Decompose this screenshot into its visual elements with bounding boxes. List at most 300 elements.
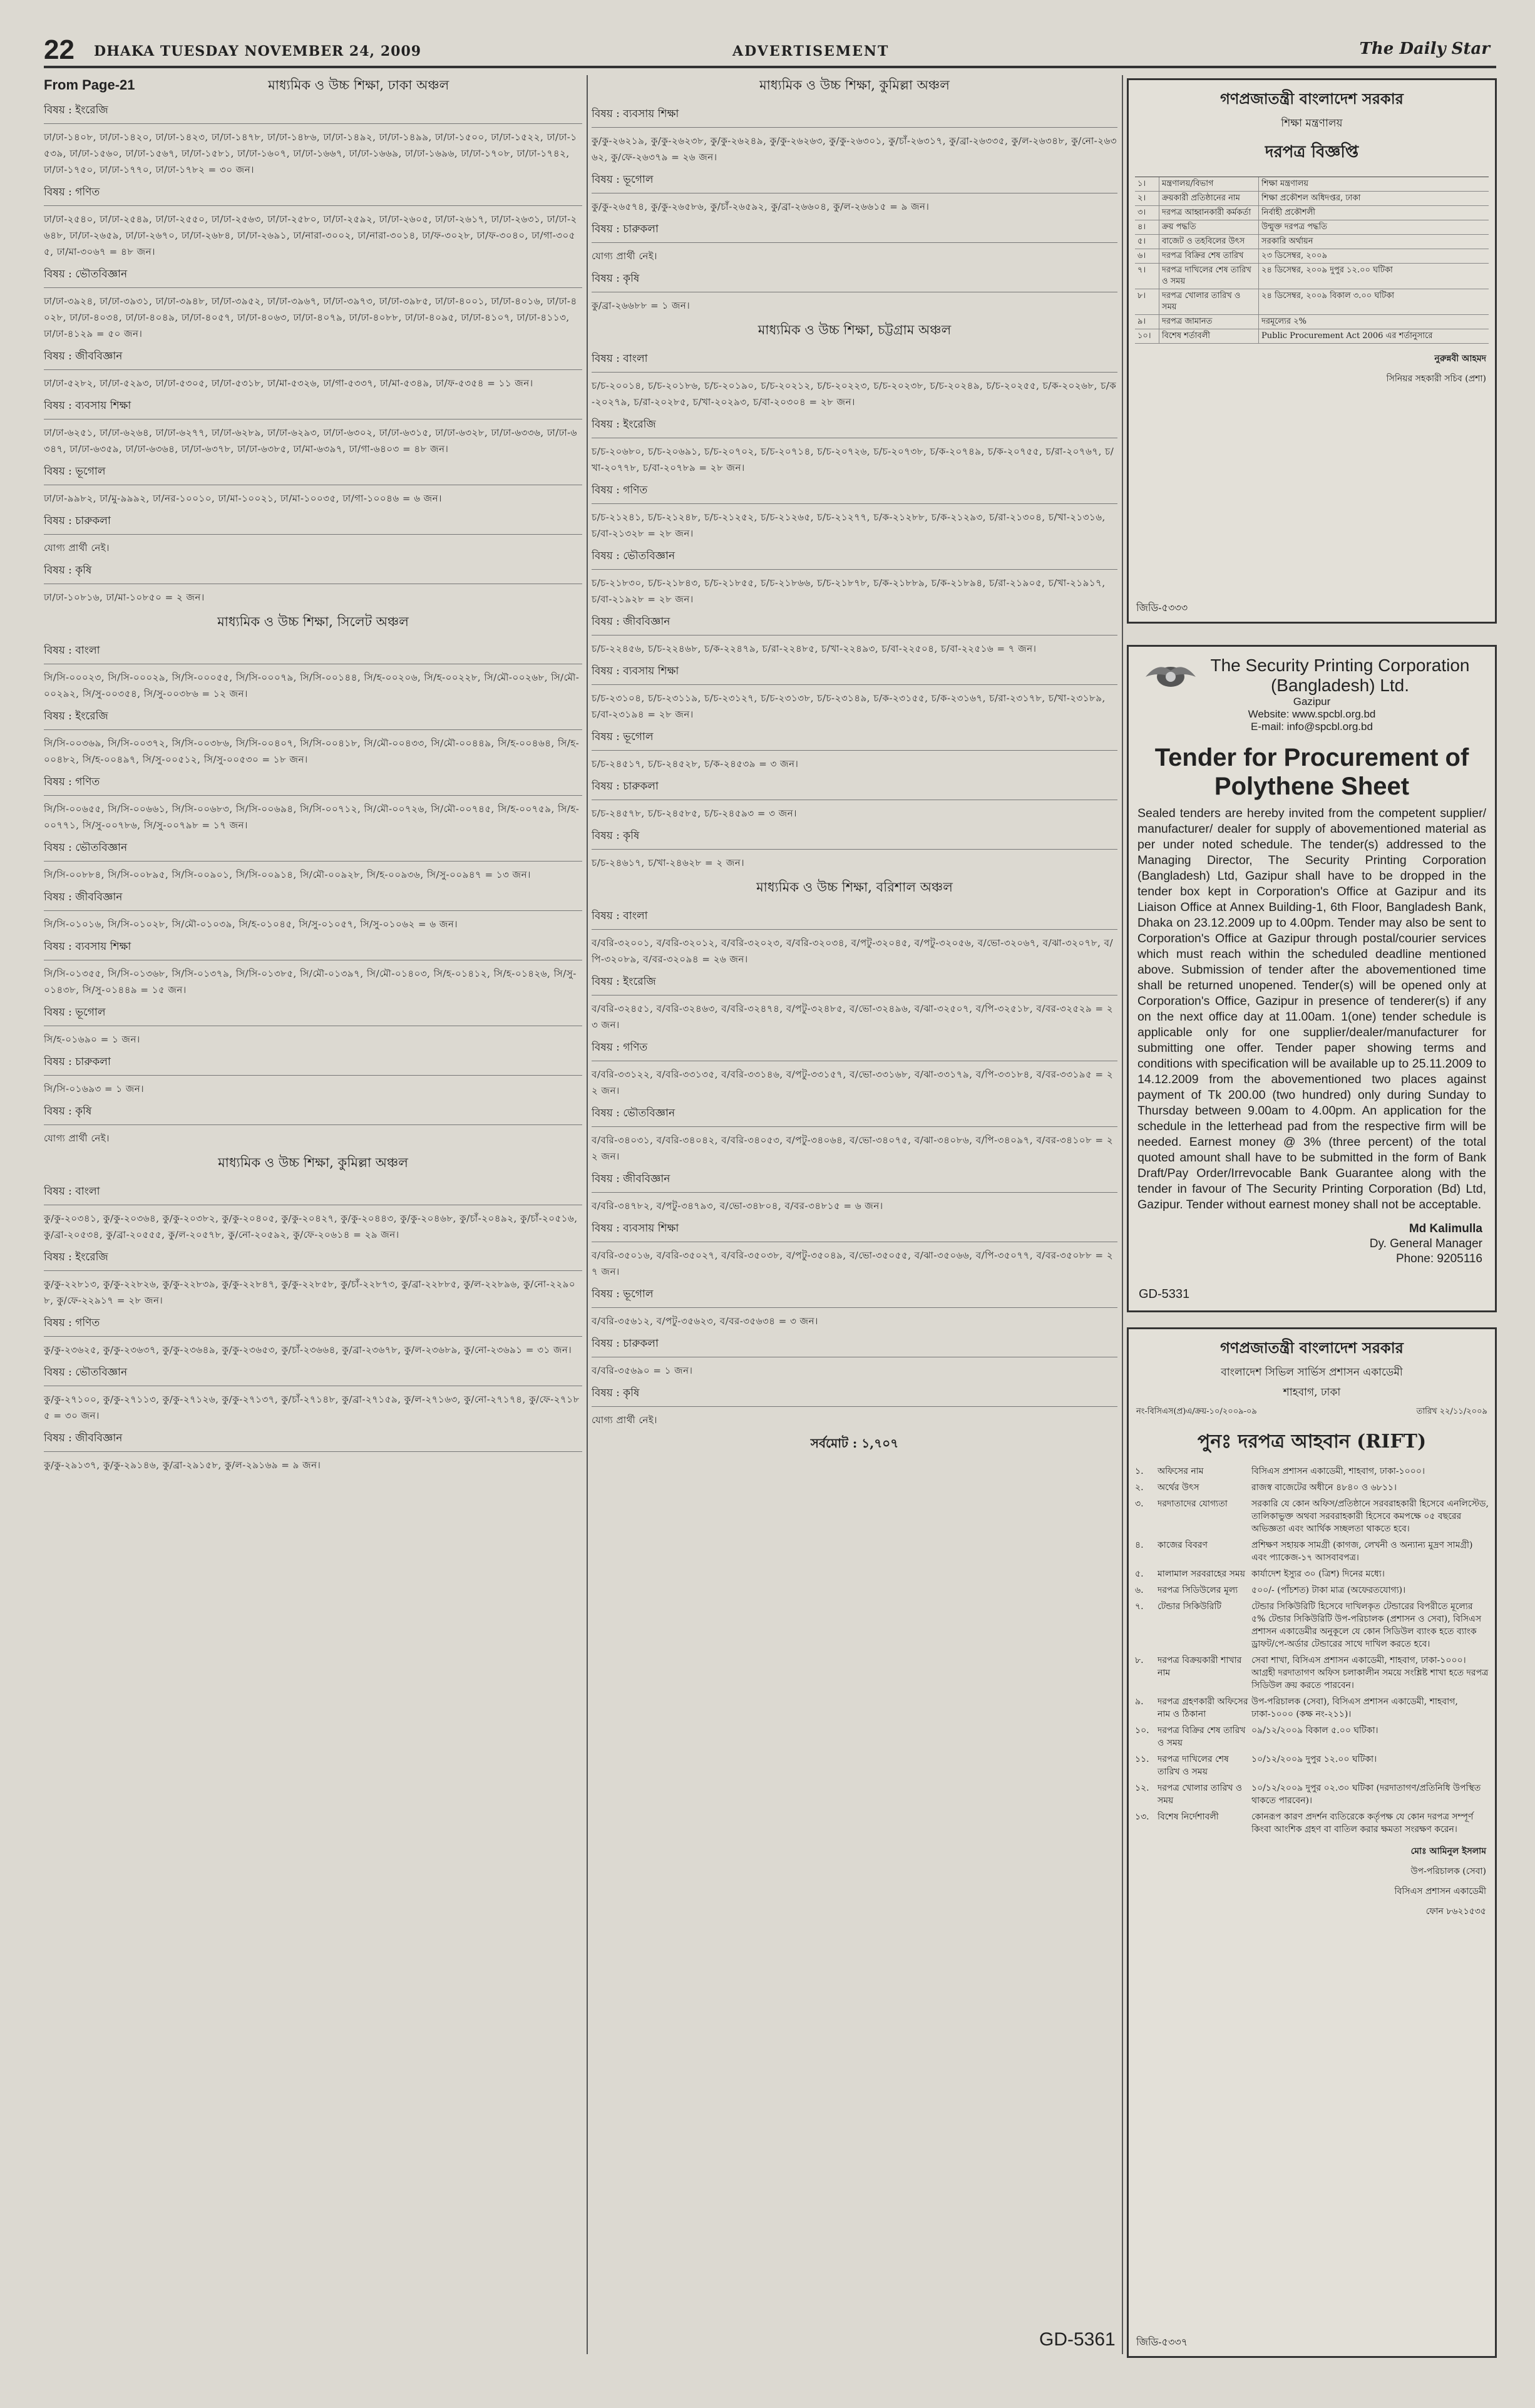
table-cell: ৬। xyxy=(1135,249,1159,263)
ad-signer-title: Dy. General Manager xyxy=(1369,1237,1482,1250)
column-2 xyxy=(592,75,1117,1455)
roll-numbers: ঢা/ঢা-১০৮১৬, ঢা/মা-১০৮৫০ = ২ জন। xyxy=(44,592,205,603)
subject-label: বিষয় : ভৌতবিজ্ঞান xyxy=(44,1366,128,1379)
table-cell: অর্থের উৎস xyxy=(1158,1483,1199,1493)
subject-block xyxy=(592,1220,1117,1280)
table-cell: বাজেট ও তহবিলের উৎস xyxy=(1159,235,1259,249)
subject-label: বিষয় : চারুকলা xyxy=(592,1337,659,1350)
table-cell: ১০. xyxy=(1135,1726,1149,1736)
table-cell: দরপত্র বিক্রির শেষ তারিখ ও সময় xyxy=(1158,1726,1246,1748)
table-cell: উপ-পরিচালক (সেবা), বিসিএস প্রশাসন একাডেমী, শাহবাগ, ঢাকা-১০০০ (কক্ষ নং-২১১)। xyxy=(1251,1697,1458,1719)
subject-label: বিষয় : ভৌতবিজ্ঞান xyxy=(44,841,128,854)
ad-signer-phone: ফোন ৮৬২১৫৩৫ xyxy=(1425,1906,1486,1917)
column-divider xyxy=(1122,75,1123,2354)
subject-label: বিষয় : ব্যবসায় শিক্ষা xyxy=(592,108,679,120)
subject-block xyxy=(44,708,582,768)
table-cell: ৯। xyxy=(1135,315,1159,329)
table-row xyxy=(1135,289,1489,315)
roll-numbers: ঢা/ঢা-৩৯২৪, ঢা/ঢা-৩৯৩১, ঢা/ঢা-৩৯৪৮, ঢা/ঢা-৩৯৫২, ঢা/ঢা-৩৯৬৭, ঢা/ঢা-৩৯৭৩, ঢা/ঢা-৩৯৮৫, ঢা/ঢা-৪০০১, ঢা/ঢা-৪০১৬, ঢা/ঢা-৪০২৮, ঢা/ঢা-৪০৩৪, ঢা/ঢা-৪০৪৯, ঢা/ঢা-৪০৫৭, ঢা/ঢা-৪০৬৩, ঢা/ঢা-৪০৭৯, ঢা/ঢা-৪০৮৮, ঢা/ঢা-৪০৯৫, ঢা/ঢা-৪১০৭, ঢা/ঢা-৪১১৩, ঢা/ঢা-৪১২৯ = ৫০ জন। xyxy=(44,296,577,339)
roll-numbers: সি/সি-০০৩৬৯, সি/সি-০০৩৭২, সি/সি-০০৩৮৬, সি/সি-০০৪০৭, সি/সি-০০৪১৮, সি/মৌ-০০৪৩৩, সি/মৌ-০০৪৪৯, সি/হ-০০৪৬৪, সি/হ-০০৪৮২, সি/হ-০০৪৯৭, সি/সু-০০৫১২, সি/সু-০০৫৩০ = ১৮ জন। xyxy=(44,738,580,765)
subject-label: বিষয় : ভৌতবিজ্ঞান xyxy=(592,550,675,562)
table-row xyxy=(1129,1566,1495,1582)
roll-numbers: যোগ্য প্রার্থী নেই। xyxy=(44,542,110,553)
roll-numbers: ব/বরি-৩৫৬৯০ = ১ জন। xyxy=(592,1365,693,1376)
table-cell: বিশেষ শর্তাবলী xyxy=(1159,329,1259,343)
roll-numbers: কু/কু-২৯১৩৭, কু/কু-২৯১৪৬, কু/ব্রা-২৯১৫৮, কু/ল-২৯১৬৯ = ৯ জন। xyxy=(44,1459,321,1471)
table-row xyxy=(1135,264,1489,289)
table-cell: ৪. xyxy=(1135,1540,1144,1550)
roll-numbers: কু/কু-২৩৬২৫, কু/কু-২৩৬৩৭, কু/কু-২৩৬৪৯, কু/কু-২৩৬৫৩, কু/চাঁ-২৩৬৬৪, কু/ব্রা-২৩৬৭৮, কু/ল-২৩৬৮৯, কু/নো-২৩৬৯১ = ৩১ জন। xyxy=(44,1344,572,1356)
subject-block xyxy=(44,1430,582,1473)
rift-table xyxy=(1129,1463,1495,1838)
divider xyxy=(44,1336,582,1337)
subject-block xyxy=(592,416,1117,476)
subject-block xyxy=(44,398,582,457)
subject-label: বিষয় : ভূগোল xyxy=(592,1288,654,1300)
subject-block xyxy=(592,729,1117,772)
table-cell: ৩. xyxy=(1135,1499,1144,1509)
paper-logo: The Daily Star xyxy=(1359,39,1490,58)
roll-numbers: সি/সি-০১০১৬, সি/সি-০১০২৮, সি/মৌ-০১০৩৯, সি/হ-০১০৪৫, সি/সু-০১০৫৭, সি/সু-০১০৬২ = ৬ জন। xyxy=(44,918,458,930)
table-cell: রাজস্ব বাজেটের অধীনে ৪৮৪০ ও ৬৮১১। xyxy=(1251,1483,1397,1493)
table-cell: ৭. xyxy=(1135,1602,1144,1612)
subject-label: বিষয় : জীববিজ্ঞান xyxy=(592,615,670,628)
roll-numbers: ঢা/ঢা-৬২৫১, ঢা/ঢা-৬২৬৪, ঢা/ঢা-৬২৭৭, ঢা/ঢা-৬২৮৯, ঢা/ঢা-৬২৯৩, ঢা/ঢা-৬৩০২, ঢা/ঢা-৬৩১৫, ঢা/ঢা-৬৩২৮, ঢা/ঢা-৬৩৩৬, ঢা/ঢা-৬৩৪৭, ঢা/ঢা-৬৩৫৯, ঢা/ঢা-৬৩৬৪, ঢা/ঢা-৬৩৭৮, ঢা/ঢা-৬৩৮৫, ঢা/মা-৬৩৯৭, ঢা/গা-৬৪০৩ = ৪৮ জন। xyxy=(44,427,577,455)
table-cell: ৫। xyxy=(1135,235,1159,249)
subject-label: বিষয় : ভৌতবিজ্ঞান xyxy=(592,1107,675,1119)
table-cell: শিক্ষা মন্ত্রণালয় xyxy=(1261,179,1309,188)
ad-code: GD-5361 xyxy=(1039,2329,1116,2350)
roll-numbers: সি/সি-০০০২৩, সি/সি-০০০২৯, সি/সি-০০০৫৫, সি/সি-০০০৭৯, সি/সি-০০১৪৪, সি/হ-০০২০৬, সি/হ-০০২২৮, সি/মৌ-০০২৬৮, সি/মৌ-০০২৯২, সি/সু-০০৩৫৪, সি/সু-০০৩৮৬ = ১২ জন। xyxy=(44,672,580,699)
table-cell: সেবা শাখা, বিসিএস প্রশাসন একাডেমী, শাহবাগ, ঢাকা-১০০০। আগ্রহী দরদাতাগণ অফিস চলাকালীন সময়ে সংশ্লিষ্ট শাখা হতে দরপত্র সিডিউল ক্রয় করতে পারবেন। xyxy=(1251,1655,1489,1690)
spcbl-tender-ad xyxy=(1127,645,1497,1312)
subject-block xyxy=(44,1004,582,1047)
subject-label: বিষয় : কৃষি xyxy=(592,272,640,285)
roll-numbers: সি/সি-০০৬৫৫, সি/সি-০০৬৬১, সি/সি-০০৬৮৩, সি/সি-০০৬৯৪, সি/সি-০০৭১২, সি/মৌ-০০৭২৬, সি/মৌ-০০৭৪৫, সি/হ-০০৭৫৯, সি/হ-০০৭৭১, সি/সু-০০৭৮৬, সি/সু-০০৭৯৮ = ১৭ জন। xyxy=(44,803,580,831)
table-cell: কোনরূপ কারণ প্রদর্শন ব্যতিরেকে কর্তৃপক্ষ যে কোন দরপত্র সম্পূর্ণ কিংবা আংশিক গ্রহণ বা বাতিল করার ক্ষমতা সংরক্ষণ করেন। xyxy=(1251,1812,1474,1834)
subject-label: বিষয় : ভূগোল xyxy=(592,731,654,743)
table-row xyxy=(1129,1780,1495,1809)
table-cell: ১০। xyxy=(1135,329,1159,343)
grand-total: সর্বমোট : ১,৭০৭ xyxy=(810,1436,899,1451)
subject-label: বিষয় : বাংলা xyxy=(592,352,648,365)
subject-label: বিষয় : চারুকলা xyxy=(44,1056,111,1068)
ad-title: দরপত্র বিজ্ঞপ্তি xyxy=(1265,143,1359,162)
table-cell: ২৪ ডিসেম্বর, ২০০৯ বিকাল ৩.০০ ঘটিকা xyxy=(1261,291,1395,301)
subject-label: বিষয় : ব্যবসায় শিক্ষা xyxy=(44,399,131,412)
roll-numbers: সি/সি-০১৩৫৫, সি/সি-০১৩৬৮, সি/সি-০১৩৭৯, সি/সি-০১৩৮৫, সি/মৌ-০১৩৯৭, সি/মৌ-০১৪০৩, সি/হ-০১৪১২, সি/হ-০১৪২৬, সি/সু-০১৪৩৮, সি/সু-০১৪৪৯ = ১৫ জন। xyxy=(44,968,577,996)
table-cell: Public Procurement Act 2006 এর শর্তানুসারে xyxy=(1261,331,1433,341)
table-cell: দরপত্র দাখিলের শেষ তারিখ ও সময় xyxy=(1158,1754,1229,1777)
roll-numbers: চ/চ-২৪৬১৭, চ/খা-২৪৬২৮ = ২ জন। xyxy=(592,857,745,868)
roll-numbers: চ/চ-২২৪৫৬, চ/চ-২২৪৬৮, চ/ক-২২৪৭৯, চ/রা-২২৪৮৫, চ/খা-২২৪৯৩, চ/বা-২২৫০৪, চ/বা-২২৫১৬ = ৭ জন। xyxy=(592,643,1037,654)
table-row xyxy=(1129,1479,1495,1496)
table-cell: সরকারি অর্থায়ন xyxy=(1261,237,1313,246)
section-title: মাধ্যমিক ও উচ্চ শিক্ষা, কুমিল্লা অঞ্চল xyxy=(218,1155,408,1170)
subject-label: বিষয় : জীববিজ্ঞান xyxy=(44,891,123,903)
table-cell: দরপত্র খোলার তারিখ ও সময় xyxy=(1158,1783,1243,1806)
table-cell: দরপত্র জামানত xyxy=(1159,315,1259,329)
divider xyxy=(592,1192,1117,1193)
roll-numbers: সি/সি-০১৬৯৩ = ১ জন। xyxy=(44,1083,145,1094)
ad-code: জিডি-৫৩৩৩ xyxy=(1136,603,1188,614)
ad-signer: নুরুন্নবী আহমদ xyxy=(1434,354,1486,364)
table-cell: বিসিএস প্রশাসন একাডেমী, শাহবাগ, ঢাকা-১০০০। xyxy=(1251,1466,1425,1476)
divider xyxy=(44,1124,582,1125)
divider xyxy=(44,369,582,370)
table-row xyxy=(1135,220,1489,235)
table-cell: ৯. xyxy=(1135,1697,1144,1707)
subject-label: বিষয় : বাংলা xyxy=(44,644,100,657)
divider xyxy=(592,684,1117,685)
column-divider xyxy=(587,75,588,2354)
ad-signer-title: সিনিয়র সহকারী সচিব (প্রশা) xyxy=(1386,374,1486,384)
table-cell: ১. xyxy=(1135,1466,1144,1476)
table-cell: ৭। xyxy=(1135,264,1159,289)
roll-numbers: কু/কু-২৬২১৯, কু/কু-২৬২৩৮, কু/কু-২৬২৪৯, কু/কু-২৬২৬৩, কু/কু-২৬৩০১, কু/চাঁ-২৬৩১৭, কু/ব্রা-২৬৩৩৫, কু/ল-২৬৩৪৮, কু/নো-২৬৩৬২, কু/ফে-২৬৩৭৯ = ২৬ জন। xyxy=(592,135,1117,163)
roll-numbers: চ/চ-২৪৫৭৮, চ/চ-২৪৫৮৫, চ/চ-২৪৫৯৩ = ৩ জন। xyxy=(592,808,797,819)
ad-phone: Phone: 9205116 xyxy=(1395,1252,1482,1265)
divider xyxy=(592,503,1117,504)
roll-numbers: কু/ব্রা-২৬৬৮৮ = ১ জন। xyxy=(592,300,690,311)
roll-numbers: কু/কু-২০৩৪১, কু/কু-২০৩৬৪, কু/কু-২০৩৮২, কু/কু-২০৪০৫, কু/কু-২০৪২৭, কু/কু-২০৪৪৩, কু/কু-২০৪৬৮, কু/চাঁ-২০৪৯২, কু/চাঁ-২০৫১৬, কু/ব্রা-২০৫৩৪, কু/ব্রা-২০৫৫৫, কু/ল-২০৫৭৮, কু/নো-২০৫৯২, কু/ফে-২০৬১৪ = ২৯ জন। xyxy=(44,1213,578,1240)
subject-block xyxy=(592,1385,1117,1428)
ad-signer-org: বিসিএস প্রশাসন একাডেমী xyxy=(1394,1886,1486,1896)
subject-block xyxy=(592,172,1117,215)
table-cell: দরপত্র সিডিউলের মূল্য xyxy=(1158,1585,1238,1595)
subject-block xyxy=(44,642,582,702)
ad-ref: নং-বিসিএস(প্র)এ/ক্রয়-১০/২০০৯-০৯ xyxy=(1136,1407,1257,1416)
subject-block xyxy=(592,974,1117,1033)
result-list xyxy=(44,1183,582,1473)
table-row xyxy=(1135,329,1489,344)
section-title: মাধ্যমিক ও উচ্চ শিক্ষা, কুমিল্লা অঞ্চল xyxy=(759,78,950,93)
subject-label: বিষয় : ইংরেজি xyxy=(44,104,108,116)
divider xyxy=(592,995,1117,996)
ad-heading: গণপ্রজাতন্ত্রী বাংলাদেশ সরকার xyxy=(1220,1339,1404,1357)
table-cell: প্রশিক্ষণ সহায়ক সামগ্রী (কাগজ, লেখনী ও অন্যান্য মুদ্রণ সামগ্রী) এবং প্যাকেজ-১৭ আসবাবপত্র। xyxy=(1251,1540,1473,1563)
table-cell: ১। xyxy=(1135,177,1159,191)
table-cell: বিশেষ নির্দেশাবলী xyxy=(1158,1812,1219,1822)
subject-block xyxy=(592,908,1117,967)
table-cell: ক্রয়কারী প্রতিষ্ঠানের নাম xyxy=(1159,192,1259,205)
table-row xyxy=(1129,1496,1495,1537)
table-cell: দরপত্র খোলার তারিখ ও সময় xyxy=(1159,289,1259,314)
subject-block xyxy=(44,1315,582,1358)
section-label: ADVERTISEMENT xyxy=(732,43,890,59)
subject-block xyxy=(44,1103,582,1146)
table-cell: অফিসের নাম xyxy=(1158,1466,1204,1476)
roll-numbers: চ/চ-২৩১০৪, চ/চ-২৩১১৯, চ/চ-২৩১২৭, চ/চ-২৩১৩৮, চ/চ-২৩১৪৯, চ/ক-২৩১৫৫, চ/ক-২৩১৬৭, চ/রা-২৩১৭৮, চ/খা-২৩১৮৯, চ/বা-২৩১৯৪ = ২৮ জন। xyxy=(592,692,1106,720)
roll-numbers: যোগ্য প্রার্থী নেই। xyxy=(592,250,658,262)
table-row xyxy=(1129,1652,1495,1694)
table-cell: দরপত্র বিক্রির শেষ তারিখ xyxy=(1159,249,1259,263)
subject-label: বিষয় : ব্যবসায় শিক্ষা xyxy=(44,940,131,953)
roll-numbers: ব/বরি-৩৫৬১২, ব/পটু-৩৫৬২৩, ব/বর-৩৫৬৩৪ = ৩ জন। xyxy=(592,1315,818,1327)
table-cell: মালামাল সরবরাহের সময় xyxy=(1158,1569,1245,1579)
divider xyxy=(592,1126,1117,1127)
company-website[interactable]: Website: www.spcbl.org.bd xyxy=(1248,708,1376,720)
subject-block xyxy=(592,663,1117,723)
table-cell: নির্বাহী প্রকৌশলী xyxy=(1261,208,1316,217)
column-1 xyxy=(44,75,582,1479)
table-cell: দরপত্র আহ্বানকারী কর্মকর্তা xyxy=(1159,206,1259,220)
roll-numbers: ব/বরি-৩৩১২২, ব/বরি-৩৩১৩৫, ব/বরি-৩৩১৪৬, ব/পটু-৩৩১৫৭, ব/ভো-৩৩১৬৮, ব/ঝা-৩৩১৭৯, ব/পি-৩৩১৮৪, ব/বর-৩৩১৯৫ = ২২ জন। xyxy=(592,1069,1114,1096)
tender-title: Tender for Procurement of Polythene Sheet xyxy=(1154,744,1469,800)
subject-label: বিষয় : ইংরেজি xyxy=(44,710,108,723)
subject-label: বিষয় : ভূগোল xyxy=(592,173,654,186)
page-number: 22 xyxy=(44,34,74,65)
subject-block xyxy=(592,548,1117,607)
table-cell: দরমূল্যের ২% xyxy=(1261,317,1307,326)
subject-block xyxy=(592,106,1117,165)
table-cell: মন্ত্রণালয়/বিভাগ xyxy=(1159,177,1259,191)
subject-block xyxy=(592,1335,1117,1379)
table-cell: ৮। xyxy=(1135,289,1159,314)
table-row xyxy=(1129,1722,1495,1751)
company-location: Gazipur xyxy=(1293,696,1331,707)
ad-signer: Md Kalimulla xyxy=(1409,1222,1482,1235)
company-email[interactable]: E-mail: info@spcbl.org.bd xyxy=(1251,721,1373,733)
subject-label: বিষয় : গণিত xyxy=(44,186,100,198)
subject-block xyxy=(44,774,582,833)
ad-signer: মোঃ আমিনুল ইসলাম xyxy=(1410,1846,1486,1856)
subject-label: বিষয় : ইংরেজি xyxy=(44,1251,108,1263)
divider xyxy=(44,1270,582,1271)
subject-label: বিষয় : জীববিজ্ঞান xyxy=(44,350,123,363)
subject-block xyxy=(44,840,582,883)
divider xyxy=(592,750,1117,751)
subject-label: বিষয় : ইংরেজি xyxy=(592,418,656,431)
subject-label: বিষয় : জীববিজ্ঞান xyxy=(592,1173,670,1185)
subject-label: বিষয় : জীববিজ্ঞান xyxy=(44,1432,123,1444)
table-cell: শিক্ষা প্রকৌশল অধিদপ্তর, ঢাকা xyxy=(1261,193,1361,203)
subject-label: বিষয় : চারুকলা xyxy=(592,223,659,235)
divider xyxy=(592,242,1117,243)
subject-block xyxy=(592,1171,1117,1214)
roll-numbers: সি/সি-০০৮৮৪, সি/সি-০০৮৯৫, সি/সি-০০৯০১, সি/সি-০০৯১৪, সি/মৌ-০০৯২৮, সি/হ-০০৯৩৬, সি/সু-০০৯৪৭ = ১৩ জন। xyxy=(44,869,531,880)
subject-label: বিষয় : ব্যবসায় শিক্ষা xyxy=(592,665,679,677)
tender-body: Sealed tenders are hereby invited from the competent supplier/ manufacturer/ dealer for supply of abovementioned material as per under noted schedule. The tender(s) addressed to the Managing Director, The Security Printing Corporation (Bangladesh) Ltd, Gazipur shall have to be dropped in the tender box kept in Corporation's Office at Gazipur and its Liaison Office at Annex Building-1, 6th Floor, Bangladesh Bank, Dhaka on 23.12.2009 up to 4.00pm. Tender may also be sent to Corporation's Office at Gazipur through postal/courier services which must reach within the scheduled deadline mentioned above. Submission of tender after the abovementioned time shall be returned unopened. Tender(s) will be opened only at Corporation's Office, Gazipur in presence of tenderer(s) if any on the next office day at 11.00am. 1(one) tender schedule is applicable only for one supplier/dealer/manufacturer for submitting one offer. Tender paper showing terms and conditions with specification will be available up to 25.11.2009 to 14.12.2009 from the abovementioned two places against payment of Tk 200.00 (two hundred) only during Sunday to Thursday between 9.00am to 4.00pm. An application for the schedule in the letterhead pad from the respective firm will be needed. Earnest money @ 3% (three percent) of the total quoted amount shall have to be submitted in the form of Bank Draft/Pay Order/Irrevocable Bank Guarantee along with the tender in favour of The Security Printing Corporation (Bd) Ltd, Gazipur. Tender without earnest money shall not be acceptable. xyxy=(1137,806,1486,1212)
divider xyxy=(592,372,1117,373)
roll-numbers: ব/বরি-৩৪৭৮২, ব/পটু-৩৪৭৯৩, ব/ভো-৩৪৮০৪, ব/বর-৩৪৮১৫ = ৬ জন। xyxy=(592,1200,883,1212)
table-cell: দরপত্র গ্রহণকারী অফিসের নাম ও ঠিকানা xyxy=(1158,1697,1248,1719)
table-row xyxy=(1135,177,1489,192)
divider xyxy=(592,1307,1117,1308)
table-cell: দরপত্র দাখিলের শেষ তারিখ ও সময় xyxy=(1159,264,1259,289)
subject-label: বিষয় : কৃষি xyxy=(592,1387,640,1399)
table-row xyxy=(1129,1751,1495,1780)
divider xyxy=(44,795,582,796)
roll-numbers: চ/চ-২০০১৪, চ/চ-২০১৮৬, চ/চ-২০১৯০, চ/চ-২০২১২, চ/চ-২০২২৩, চ/চ-২০২৩৮, চ/চ-২০২৪৯, চ/চ-২০২৫৫, চ/ক-২০২৬৮, চ/ক-২০২৭৯, চ/রা-২০২৮৫, চ/খা-২০২৯৩, চ/বা-২০৩০৪ = ২৮ জন। xyxy=(592,380,1117,408)
divider xyxy=(592,569,1117,570)
subject-label: বিষয় : কৃষি xyxy=(44,564,92,577)
roll-numbers: যোগ্য প্রার্থী নেই। xyxy=(44,1133,110,1144)
subject-block xyxy=(44,348,582,391)
subject-label: বিষয় : ভূগোল xyxy=(44,465,106,478)
subject-block xyxy=(44,1183,582,1243)
subject-label: বিষয় : ভৌতবিজ্ঞান xyxy=(44,268,128,280)
subject-block xyxy=(592,1039,1117,1099)
result-list xyxy=(592,106,1117,314)
subject-block xyxy=(592,1286,1117,1329)
table-row xyxy=(1129,1694,1495,1722)
emblem-icon xyxy=(1142,658,1199,696)
ad-code: GD-5331 xyxy=(1139,1287,1190,1301)
subject-label: বিষয় : ব্যবসায় শিক্ষা xyxy=(592,1222,679,1235)
result-list xyxy=(592,908,1117,1428)
subject-block xyxy=(44,513,582,556)
roll-numbers: ঢা/ঢা-২৫৪০, ঢা/ঢা-২৫৪৯, ঢা/ঢা-২৫৫০, ঢা/ঢা-২৫৬৩, ঢা/ঢা-২৫৮০, ঢা/ঢা-২৫৯২, ঢা/ঢা-২৬০৫, ঢা/ঢা-২৬১৭, ঢা/ঢা-২৬৩১, ঢা/ঢা-২৬৪৮, ঢা/ঢা-২৬৫৯, ঢা/ঢা-২৬৭০, ঢা/ঢা-২৬৮৪, ঢা/ঢা-২৬৯১, ঢা/নারা-৩০০২, ঢা/নারা-৩০১৪, ঢা/ফ-৩০২৮, ঢা/ফ-৩০৪০, ঢা/গা-৩০৫৫, ঢা/মা-৩০৬৭ = ৪৮ জন। xyxy=(44,214,577,257)
roll-numbers: চ/চ-২৪৫১৭, চ/চ-২৪৫২৮, চ/ক-২৪৫৩৯ = ৩ জন। xyxy=(592,758,799,769)
table-cell: ২৩ ডিসেম্বর, ২০০৯ xyxy=(1261,251,1328,260)
divider xyxy=(44,287,582,288)
divider xyxy=(592,1406,1117,1407)
rift-tender-ad xyxy=(1127,1327,1497,2358)
subject-block xyxy=(592,1105,1117,1165)
divider xyxy=(592,929,1117,930)
section-title: মাধ্যমিক ও উচ্চ শিক্ষা, ঢাকা অঞ্চল xyxy=(268,78,449,93)
table-row xyxy=(1135,249,1489,264)
subject-label: বিষয় : গণিত xyxy=(44,776,100,788)
table-cell: ৫০০/- (পাঁচশত) টাকা মাত্র (অফেরতযোগ্য)। xyxy=(1251,1585,1406,1595)
tender-notice-ministry xyxy=(1127,78,1497,624)
company-name: The Security Printing Corporation (Bangladesh) Ltd. xyxy=(1210,656,1470,695)
table-row xyxy=(1135,235,1489,249)
ad-address: শাহবাগ, ঢাকা xyxy=(1283,1386,1341,1399)
divider xyxy=(44,861,582,862)
table-row xyxy=(1129,1582,1495,1598)
subject-label: বিষয় : বাংলা xyxy=(44,1185,100,1198)
result-list xyxy=(44,642,582,1146)
table-row xyxy=(1135,315,1489,329)
subject-block xyxy=(44,939,582,998)
result-list xyxy=(592,351,1117,871)
roll-numbers: ব/বরি-৩৫০১৬, ব/বরি-৩৫০২৭, ব/বরি-৩৫০৩৮, ব/পটু-৩৫০৪৯, ব/ভো-৩৫০৫৫, ব/ঝা-৩৫০৬৬, ব/পি-৩৫০৭৭, ব/বর-৩৫০৮৮ = ২৭ জন। xyxy=(592,1250,1114,1277)
subject-label: বিষয় : চারুকলা xyxy=(44,515,111,527)
table-cell: ৫. xyxy=(1135,1569,1144,1579)
subject-label: বিষয় : গণিত xyxy=(592,484,648,497)
subject-label: বিষয় : চারুকলা xyxy=(592,780,659,793)
ad-ministry: শিক্ষা মন্ত্রণালয় xyxy=(1281,117,1343,130)
divider xyxy=(44,729,582,730)
subject-block xyxy=(44,266,582,342)
table-cell: ক্রয় পদ্ধতি xyxy=(1159,220,1259,234)
divider xyxy=(592,127,1117,128)
ad-org: বাংলাদেশ সিভিল সার্ভিস প্রশাসন একাডেমী xyxy=(1221,1366,1403,1379)
roll-numbers: ঢা/ঢা-৫২৮২, ঢা/ঢা-৫২৯৩, ঢা/ঢা-৫৩০৫, ঢা/ঢা-৫৩১৮, ঢা/মা-৫৩২৬, ঢা/গা-৫৩৩৭, ঢা/মা-৫৩৪৯, ঢা/ফ-৫৩৫৪ = ১১ জন। xyxy=(44,378,533,389)
subject-block xyxy=(44,1364,582,1424)
notice-table xyxy=(1135,177,1489,344)
table-cell: ২. xyxy=(1135,1483,1144,1493)
table-cell: টেন্ডার সিকিউরিটি xyxy=(1158,1602,1221,1612)
subject-label: বিষয় : কৃষি xyxy=(592,830,640,842)
ad-ref-date: তারিখ ২২/১১/২০০৯ xyxy=(1416,1407,1487,1416)
table-row xyxy=(1135,206,1489,220)
section-title: মাধ্যমিক ও উচ্চ শিক্ষা, চট্টগ্রাম অঞ্চল xyxy=(757,322,952,337)
divider xyxy=(44,534,582,535)
table-row xyxy=(1129,1537,1495,1566)
table-cell: ৩। xyxy=(1135,206,1159,220)
table-cell: ২। xyxy=(1135,192,1159,205)
roll-numbers: সি/হ-০১৬৯০ = ১ জন। xyxy=(44,1034,140,1045)
divider xyxy=(44,123,582,124)
table-cell: কার্যাদেশ ইস্যুর ৩০ (ত্রিশ) দিনের মধ্যে। xyxy=(1251,1569,1385,1579)
subject-block xyxy=(44,1054,582,1097)
ad-title: পুনঃ দরপত্র আহবান (RIFT) xyxy=(1197,1431,1427,1453)
roll-numbers: কু/কু-২৭১০০, কু/কু-২৭১১৩, কু/কু-২৭১২৬, কু/কু-২৭১৩৭, কু/চাঁ-২৭১৪৮, কু/ব্রা-২৭১৫৯, কু/ল-২৭১৬৩, কু/নো-২৭১৭৪, কু/ফে-২৭১৮৫ = ৩০ জন। xyxy=(44,1394,580,1421)
table-row xyxy=(1129,1598,1495,1652)
roll-numbers: ব/বরি-৩৪০৩১, ব/বরি-৩৪০৪২, ব/বরি-৩৪০৫৩, ব/পটু-৩৪০৬৪, ব/ভো-৩৪০৭৫, ব/ঝা-৩৪০৮৬, ব/পি-৩৪০৯৭, ব/বর-৩৪১০৮ = ২২ জন। xyxy=(592,1135,1114,1162)
table-row xyxy=(1135,192,1489,206)
table-cell: ১০/১২/২০০৯ দুপুর ০২.৩০ ঘটিকা (দরদাতাগণ/প্রতিনিধি উপস্থিত থাকতে পারবেন)। xyxy=(1251,1783,1481,1806)
ad-signer-title: উপ-পরিচালক (সেবা) xyxy=(1410,1866,1486,1876)
table-cell: ০৯/১২/২০০৯ বিকাল ৫.০০ ঘটিকা। xyxy=(1251,1726,1378,1736)
table-row xyxy=(1129,1463,1495,1479)
date-line: DHAKA TUESDAY NOVEMBER 24, 2009 xyxy=(94,43,422,59)
subject-label: বিষয় : ভূগোল xyxy=(44,1006,106,1019)
table-cell: দরপত্র বিক্রয়কারী শাখার নাম xyxy=(1158,1655,1242,1678)
subject-block xyxy=(592,614,1117,657)
ad-heading: গণপ্রজাতন্ত্রী বাংলাদেশ সরকার xyxy=(1220,90,1404,108)
table-cell: কাজের বিবরণ xyxy=(1158,1540,1208,1550)
result-list xyxy=(44,102,582,605)
subject-label: বিষয় : বাংলা xyxy=(592,910,648,922)
divider xyxy=(44,1451,582,1452)
table-cell: ৬. xyxy=(1135,1585,1144,1595)
divider xyxy=(592,849,1117,850)
subject-block xyxy=(44,1249,582,1309)
subject-block xyxy=(592,778,1117,821)
divider xyxy=(44,910,582,911)
table-cell: টেন্ডার সিকিউরিটি হিসেবে দাখিলকৃত টেন্ডারের বিপরীতে মূল্যের ৫% টেন্ডার সিকিউরিটি উপ-পরিচালক (প্রশাসন ও সেবা), বিসিএস প্রশাসন একাডেমীর অনুকূলে যে কোন সিডিউল ব্যাংক হতে ব্যাংক ড্রাফট/পে-অর্ডার টেন্ডারের সাথে দাখিল করতে হবে। xyxy=(1251,1602,1482,1649)
section-title: মাধ্যমিক ও উচ্চ শিক্ষা, সিলেট অঞ্চল xyxy=(217,614,409,629)
subject-label: বিষয় : ইংরেজি xyxy=(592,975,656,988)
subject-label: বিষয় : গণিত xyxy=(592,1041,648,1054)
subject-block xyxy=(44,463,582,507)
table-cell: ৪। xyxy=(1135,220,1159,234)
roll-numbers: চ/চ-২০৬৮০, চ/চ-২০৬৯১, চ/চ-২০৭০২, চ/চ-২০৭১৪, চ/চ-২০৭২৬, চ/চ-২০৭৩৮, চ/ক-২০৭৪৯, চ/ক-২০৭৫৫, চ/রা-২০৭৬৭, চ/খা-২০৭৭৮, চ/বা-২০৭৮৯ = ২৮ জন। xyxy=(592,446,1114,473)
subject-block xyxy=(44,184,582,260)
divider xyxy=(44,205,582,206)
roll-numbers: যোগ্য প্রার্থী নেই। xyxy=(592,1414,658,1426)
roll-numbers: কু/কু-২৬৫৭৪, কু/কু-২৬৫৮৬, কু/চাঁ-২৬৫৯২, কু/ব্রা-২৬৬০৪, কু/ল-২৬৬১৫ = ৯ জন। xyxy=(592,201,930,212)
table-cell: সরকারি যে কোন অফিস/প্রতিষ্ঠানে সরবরাহকারী হিসেবে এনলিস্টেড, তালিকাভুক্ত অথবা সরবরাহকারী হিসেবে কমপক্ষে ০৫ বছরের অভিজ্ঞতা এবং আর্থিক সচ্ছলতা থাকতে হবে। xyxy=(1251,1499,1489,1534)
divider xyxy=(44,1075,582,1076)
subject-block xyxy=(44,102,582,178)
roll-numbers: ব/বরি-৩২০০১, ব/বরি-৩২০১২, ব/বরি-৩২০২৩, ব/বরি-৩২০৩৪, ব/পটু-৩২০৪৫, ব/পটু-৩২০৫৬, ব/ভো-৩২০৬৭, ব/ঝা-৩২০৭৮, ব/পি-৩২০৮৯, ব/বর-৩২০৯৪ = ২৬ জন। xyxy=(592,937,1114,965)
table-cell: ২৪ ডিসেম্বর, ২০০৯ দুপুর ১২.০০ ঘটিকা xyxy=(1261,265,1393,275)
table-cell: ১০/১২/২০০৯ দুপুর ১২.০০ ঘটিকা। xyxy=(1251,1754,1377,1764)
section-title: মাধ্যমিক ও উচ্চ শিক্ষা, বরিশাল অঞ্চল xyxy=(756,880,953,895)
roll-numbers: ঢা/ঢা-১৪০৮, ঢা/ঢা-১৪২০, ঢা/ঢা-১৪২৩, ঢা/ঢা-১৪৭৮, ঢা/ঢা-১৪৮৬, ঢা/ঢা-১৪৯২, ঢা/ঢা-১৪৯৯, ঢা/ঢা-১৫০০, ঢা/ঢা-১৫২২, ঢা/ঢা-১৫৩৯, ঢা/ঢা-১৫৬০, ঢা/ঢা-১৫৬৭, ঢা/ঢা-১৫৮১, ঢা/ঢা-১৬০৭, ঢা/ঢা-১৬৬৭, ঢা/ঢা-১৬৬৯, ঢা/ঢা-১৬৯৬, ঢা/ঢা-১৭০৮, ঢা/ঢা-১৭৪২, ঢা/ঢা-১৭৫০, ঢা/ঢা-১৭৭০, ঢা/ঢা-১৭৮২ = ৩০ জন। xyxy=(44,131,577,175)
roll-numbers: কু/কু-২২৮১৩, কু/কু-২২৮২৬, কু/কু-২২৮৩৯, কু/কু-২২৮৪৭, কু/কু-২২৮৫৮, কু/চাঁ-২২৮৭৩, কু/ব্রা-২২৮৮৫, কু/ল-২২৮৯৬, কু/নো-২২৯০৮, কু/ফে-২২৯১৭ = ২৮ জন। xyxy=(44,1279,576,1306)
table-cell: ১২. xyxy=(1135,1783,1149,1793)
from-page: From Page-21 xyxy=(44,77,135,93)
roll-numbers: চ/চ-২১২৪১, চ/চ-২১২৪৮, চ/চ-২১২৫২, চ/চ-২১২৬৫, চ/চ-২১২৭৭, চ/ক-২১২৮৮, চ/ক-২১২৯৩, চ/রা-২১৩০৪, চ/খা-২১৩১৬, চ/বা-২১৩২৮ = ২৮ জন। xyxy=(592,512,1106,539)
roll-numbers: চ/চ-২১৮৩০, চ/চ-২১৮৪৩, চ/চ-২১৮৫৫, চ/চ-২১৮৬৬, চ/চ-২১৮৭৮, চ/ক-২১৮৮৯, চ/ক-২১৮৯৪, চ/রা-২১৯০৫, চ/খা-২১৯১৭, চ/বা-২১৯২৮ = ২৮ জন। xyxy=(592,577,1106,605)
subject-block xyxy=(44,889,582,932)
subject-block xyxy=(592,482,1117,542)
table-row xyxy=(1129,1809,1495,1838)
table-cell: উন্মুক্ত দরপত্র পদ্ধতি xyxy=(1261,222,1328,232)
roll-numbers: ঢা/ঢা-৯৯৮২, ঢা/মু-৯৯৯২, ঢা/নর-১০০১০, ঢা/মা-১০০২১, ঢা/মা-১০০৩৫, ঢা/গা-১০০৪৬ = ৬ জন। xyxy=(44,493,442,504)
ad-code: জিডি-৫৩৩৭ xyxy=(1136,2337,1188,2348)
table-cell: ১৩. xyxy=(1135,1812,1149,1822)
subject-block xyxy=(592,351,1117,410)
table-cell: ৮. xyxy=(1135,1655,1144,1665)
subject-block xyxy=(592,828,1117,871)
